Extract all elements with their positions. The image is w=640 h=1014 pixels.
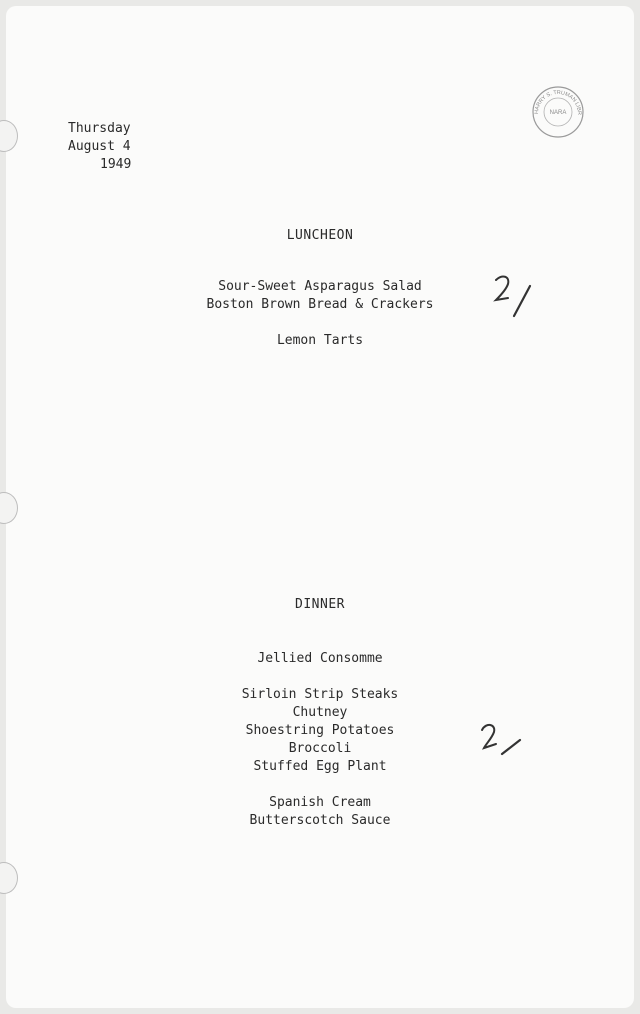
stamp-ring-text: HARRY S. TRUMAN LIBR bbox=[533, 89, 583, 116]
luncheon-item: Sour-Sweet Asparagus Salad bbox=[218, 279, 422, 294]
truman-library-stamp bbox=[530, 84, 586, 140]
date-month-day: August 4 bbox=[68, 139, 131, 154]
dinner-main-item: Broccoli bbox=[288, 741, 352, 756]
handwritten-mark-luncheon bbox=[486, 266, 540, 324]
binder-hole-bottom bbox=[0, 862, 18, 894]
handwritten-mark-dinner bbox=[474, 716, 530, 764]
luncheon-title: LUNCHEON bbox=[286, 228, 354, 243]
dinner-main-item: Chutney bbox=[292, 705, 348, 720]
dinner-main-item: Sirloin Strip Steaks bbox=[241, 687, 399, 702]
date-block bbox=[68, 120, 131, 174]
dinner-main-item: Shoestring Potatoes bbox=[245, 723, 395, 738]
luncheon-dessert: Lemon Tarts bbox=[276, 333, 364, 348]
dinner-dessert: Spanish Cream bbox=[269, 795, 371, 810]
binder-hole-top bbox=[0, 120, 18, 152]
luncheon-item: Boston Brown Bread & Crackers bbox=[206, 297, 434, 312]
dinner-menu bbox=[0, 650, 640, 830]
dinner-first-course: Jellied Consomme bbox=[257, 651, 383, 666]
dinner-title: DINNER bbox=[295, 597, 345, 612]
luncheon-menu bbox=[0, 278, 640, 350]
dinner-main-item: Stuffed Egg Plant bbox=[253, 759, 387, 774]
stamp-center-text: NARA bbox=[549, 110, 567, 116]
binder-hole-middle bbox=[0, 492, 18, 524]
dinner-dessert: Butterscotch Sauce bbox=[249, 813, 391, 828]
date-year: 1949 bbox=[100, 157, 132, 172]
date-day: Thursday bbox=[68, 121, 131, 136]
